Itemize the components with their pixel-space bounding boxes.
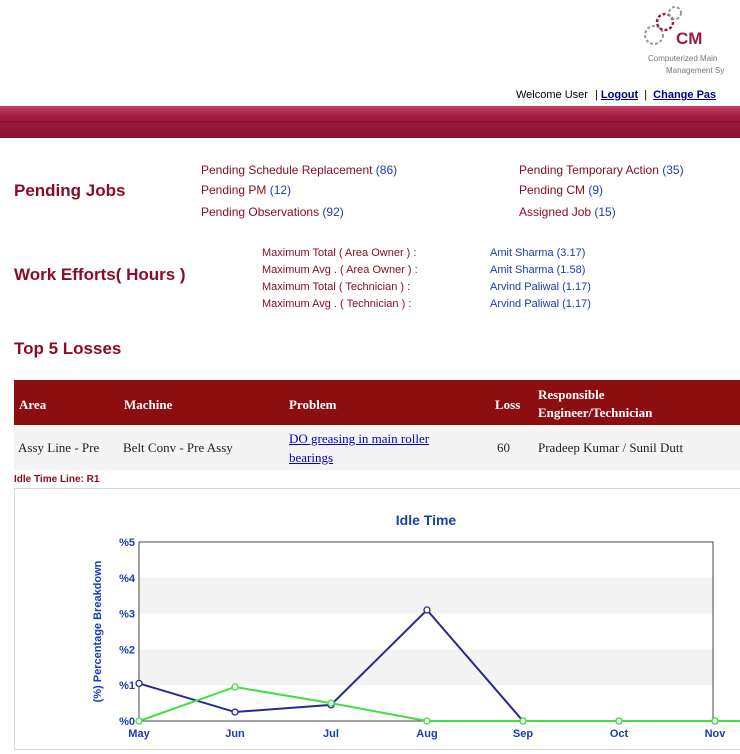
y-tick-label: %2 (119, 644, 135, 657)
chart-band (139, 649, 713, 685)
pending-item-count: (9) (588, 183, 604, 197)
col-header-problem: Problem (289, 397, 337, 412)
pending-item-label: Pending CM (519, 183, 586, 197)
data-point (616, 718, 622, 724)
logo-title: CM (676, 29, 703, 48)
pending-item[interactable] (201, 183, 291, 197)
pending-item[interactable] (519, 205, 616, 219)
idle-time-chart (15, 489, 740, 749)
work-effort-label: Maximum Total ( Technician ) : (262, 281, 411, 293)
pending-item-count: (92) (322, 205, 344, 219)
x-tick-label: Oct (609, 728, 629, 740)
x-tick-label: Aug (416, 728, 438, 740)
work-effort-value[interactable]: Amit Sharma (1.58) (490, 264, 586, 276)
pending-jobs-title: Pending Jobs (14, 181, 126, 200)
pending-item[interactable] (519, 163, 684, 177)
work-effort-label: Maximum Total ( Area Owner ) : (262, 247, 417, 259)
work-effort-value[interactable]: Amit Sharma (3.17) (490, 247, 586, 259)
pending-item-label: Pending Schedule Replacement (201, 163, 373, 177)
separator-1: | (595, 89, 598, 101)
cell-problem-link-1[interactable]: DO greasing in main roller (289, 431, 430, 446)
cell-area: Assy Line - Pre (18, 440, 100, 455)
welcome-bar (516, 89, 716, 101)
logo-subtitle-line-1: Computerized Main (648, 54, 718, 63)
work-effort-value[interactable]: Arvind Paliwal (1.17) (490, 281, 591, 293)
cell-loss: 60 (497, 440, 510, 455)
x-tick-label: Jun (225, 728, 245, 740)
pending-item-label: Assigned Job (519, 205, 592, 219)
x-tick-label: May (128, 728, 150, 740)
losses-table-header (14, 380, 740, 425)
welcome-text: Welcome User (516, 89, 588, 101)
work-effort-value[interactable]: Arvind Paliwal (1.17) (490, 298, 591, 310)
cell-machine: Belt Conv - Pre Assy (123, 440, 233, 455)
y-axis-label: (%) Percentage Breakdown (92, 560, 104, 703)
col-header-machine: Machine (124, 397, 173, 412)
col-header-area: Area (19, 397, 47, 412)
work-effort-label: Maximum Avg . ( Area Owner ) : (262, 264, 418, 276)
chart-title: Idle Time (395, 512, 457, 528)
idle-time-chart-box (14, 488, 740, 750)
pending-item[interactable] (201, 205, 344, 219)
logo-subtitle (648, 53, 724, 77)
x-tick-label: Jul (323, 728, 339, 740)
data-point (232, 709, 238, 715)
y-tick-label: %4 (119, 572, 135, 585)
work-effort-label: Maximum Avg . ( Technician ) : (262, 298, 412, 310)
y-tick-label: %3 (119, 608, 135, 621)
x-tick-label: Nov (704, 728, 726, 740)
x-tick-label: Sep (512, 728, 534, 740)
pending-item-count: (12) (269, 183, 292, 197)
pending-item-label: Pending PM (201, 183, 267, 197)
pending-item-count: (35) (662, 163, 684, 177)
idle-time-line-label: Idle Time Line: R1 (14, 474, 100, 485)
header-band-line (0, 121, 740, 123)
logo-subtitle-line-2: Management Sy (666, 66, 725, 75)
top-losses-title: Top 5 Losses (14, 339, 122, 358)
chart-band (139, 542, 713, 578)
data-point (136, 680, 142, 686)
cell-responsible: Pradeep Kumar / Sunil Dutt (538, 440, 684, 455)
pending-item-count: (15) (594, 205, 616, 219)
pending-item[interactable] (201, 163, 397, 177)
pending-item-label: Pending Observations (201, 205, 320, 219)
data-point (520, 718, 526, 724)
y-tick-label: %1 (119, 680, 135, 693)
col-header-responsible-2: Engineer/Technician (538, 405, 653, 420)
col-header-loss: Loss (495, 397, 521, 412)
pending-item-label: Pending Temporary Action (519, 163, 659, 177)
data-point (424, 607, 430, 613)
data-point (136, 718, 142, 724)
data-point (712, 718, 718, 724)
y-tick-label: %0 (119, 716, 135, 728)
table-row (14, 425, 740, 470)
data-point (424, 718, 430, 724)
col-header-responsible-1: Responsible (538, 387, 605, 402)
work-efforts-title: Work Efforts( Hours ) (14, 265, 186, 284)
pending-item[interactable] (519, 183, 603, 197)
data-point (232, 684, 238, 690)
separator-2: | (644, 89, 648, 101)
data-point (328, 700, 334, 706)
cmms-logo (640, 5, 740, 83)
chart-band (139, 614, 713, 650)
pending-item-count: (86) (375, 163, 398, 177)
cell-problem-link-2[interactable]: bearings (289, 450, 334, 465)
change-password-link[interactable]: Change Pas (653, 89, 717, 101)
logout-link[interactable]: Logout (600, 89, 639, 101)
y-tick-label: %5 (119, 537, 135, 549)
